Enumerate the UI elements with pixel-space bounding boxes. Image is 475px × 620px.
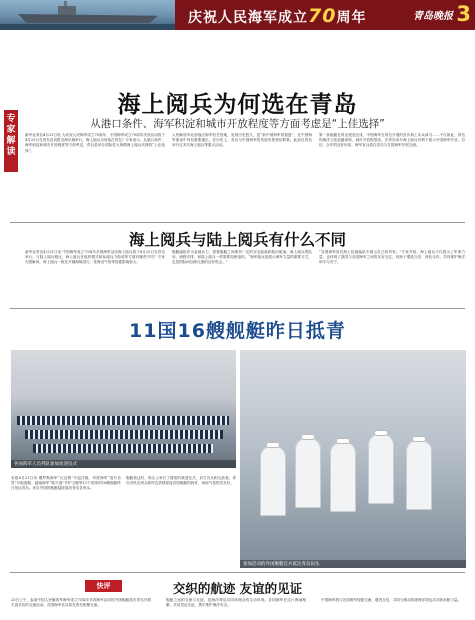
story4-headline: 交织的航迹 友谊的见证 — [172, 581, 303, 596]
story4-col1: 23日上午，参加中国人民解放军海军成立70周年多国海军活动的外国舰艇将在青岛开展丰富多彩的交流活动。各国海军官兵将在青岛相聚交流。 — [11, 598, 151, 608]
story1-subheadline: 从港口条件、海军积淀和城市开放程度等方面考虑是“上佳选择” — [90, 118, 385, 130]
photo-caption: 参加活动的外国舰艇官兵抵达青岛码头 — [240, 560, 466, 568]
story2-headline: 海上阅兵与陆上阅兵有什么不同 — [128, 231, 346, 249]
divider — [10, 308, 465, 309]
divider — [10, 572, 465, 573]
story4-col3: 中国海军愿与各国海军加强交流，增进互信，共同为推动构建海洋命运共同体贡献力量。 — [321, 598, 462, 602]
story1-headline: 海上阅兵为何选在青岛 — [117, 92, 358, 118]
quick-comment-tag: 快评 — [85, 580, 122, 592]
page-number: 3 — [456, 2, 471, 26]
story2-col3: “各国海军将在海上检阅编队中展示自己的风采。”专家介绍，海上阅兵不仅展示了军事力量，也体现了我国与各国海军之间的友好交往，有助于增进互信、深化合作，共同维护海洋和平与安宁。 — [319, 250, 465, 265]
anniversary-title: 庆祝人民海军成立70周年 — [188, 5, 367, 27]
page-header — [0, 0, 475, 30]
newspaper-brand: 青岛晚报 — [413, 11, 453, 22]
story1-col1: 新华社青岛4月21日电 为庆祝人民海军成立70周年，中国海军成立70周年庆祝活动将于4月23日在青岛及其附近海空域举行。海上阅兵为何选在青岛？专家表示，从港口条件、海军积淀和城市开放程度等方面考虑，青岛是举办国际性大规模海上阅兵庆典的“上佳选择”。 — [25, 133, 165, 153]
story2-col1: 新华社青岛4月21日电 中国海军成立70周年多国海军活动海上阅兵将于4月23日在青岛举行。与陆上阅兵相比，海上阅兵在组织模式和参阅兵力构成等方面有哪些不同？专家为您解读。海上阅兵一般在开阔海域进行，受海况气象等因素影响较大。 — [25, 250, 165, 265]
photo-caption: 各国海军人员列队参加欢迎仪式 — [11, 460, 236, 468]
welcome-ceremony-photo — [11, 350, 236, 468]
story4-col2: 舰艇之间的交流与友谊，是海洋命运共同体理念的生动体现。各国海军在这片海域相聚，共同见证友谊，携手维护海洋安全。 — [166, 598, 306, 608]
story2-col2: 舰艇编队作为参阅兵力，需要舰艇之间保持一定的安全距离和航向航速。海上阅兵的队形、流程安排，和陆上阅兵一样需要周密组织。“海军阅兵是展示海军力量的重要方式，也是国际间加深交流的良好机会。” — [172, 250, 312, 265]
story1-col3: 第一条舰艇在青岛建造完成，中国海军在青岛开展的首次海上实兵演习……不仅如此，青岛的海洋文化底蕴深厚，城市开放程度高，在青岛举办海上阅兵有利于展示中国海军开放、自信、合作的良好形象，海军官兵将在青岛与各国海军开展交流。 — [319, 133, 465, 148]
story1-col2: 人民解放军北部战区海军机关驻地，发展历史悠久，是“新中国海军的摇篮”，在中国海军建设中具有重要地位。在历史上，青岛与中国海军的发展有着密切联系。此前在青岛举行过多次海上阅兵等重大活动。 — [172, 133, 312, 148]
story3-col1: 本报4月21日讯 俄罗斯海军“瓦良格”号巡洋舰、印度海军“加尔各答”号驱逐舰、越南海军“陈兴道”号护卫舰等11个国家的16艘舰艇昨日抵达青岛。来自外国的舰艇陆续靠泊青岛各码头。 — [11, 476, 121, 491]
expert-analysis-tag: 专家解读 — [4, 110, 18, 172]
sailors-photo — [240, 350, 466, 568]
divider — [10, 222, 465, 223]
story3-col2: 舰艇抵达时，码头上举行了简短的欢迎仪式，双方官兵相互致意。青岛市民在码头和岸边热情迎接各国舰艇的到来，现场气氛热烈友好。 — [126, 476, 236, 486]
story3-headline: 11国16艘舰艇昨日抵青 — [129, 320, 346, 342]
aircraft-carrier-image — [0, 0, 175, 30]
